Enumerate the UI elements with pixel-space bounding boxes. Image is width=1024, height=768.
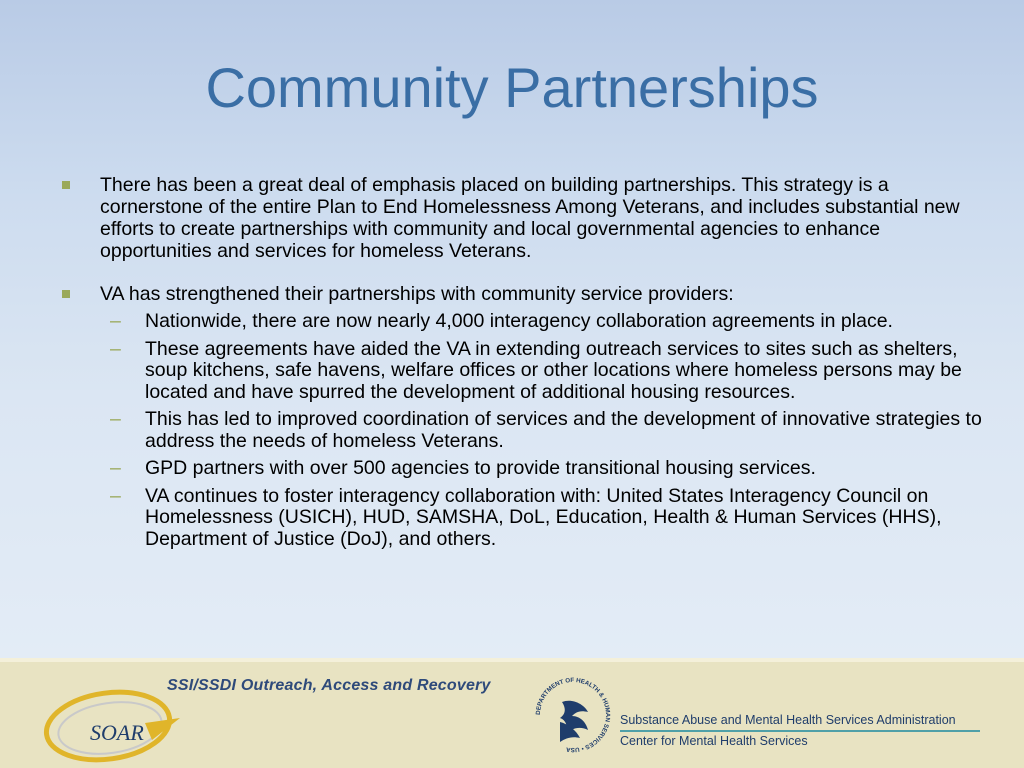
sub-bullet-item (62, 311, 992, 333)
hhs-seal-text: DEPARTMENT OF HEALTH & HUMAN SERVICES • USA (534, 676, 612, 754)
cmhs-name: Center for Mental Health Services (620, 734, 808, 748)
soar-logo-text: SOAR (90, 720, 144, 745)
en-dash-icon: – (110, 337, 121, 360)
en-dash-icon: – (110, 408, 121, 430)
slide-content (62, 174, 992, 550)
sub-bullet-text: This has led to improved coordination of services and the development of innovative strategies to address the needs of homeless Veterans. (145, 408, 982, 452)
sub-bullet-text: GPD partners with over 500 agencies to provide transitional housing services. (145, 457, 816, 479)
hhs-eagle-seal-icon (532, 672, 614, 758)
sub-bullet-item (62, 486, 992, 551)
square-bullet-icon (62, 181, 70, 189)
slide-title: Community Partnerships (205, 56, 819, 119)
en-dash-icon: – (110, 457, 121, 479)
en-dash-icon: – (110, 310, 121, 332)
bullet-item (62, 283, 992, 305)
bullet-text: There has been a great deal of emphasis placed on building partnerships. This strategy is a cornerstone of the entire Plan to End Homelessness Among Veterans, and includes substantial new efforts to create partnerships with community and local governmental agencies to enhance opportunities and services for homeless Veterans. (100, 174, 960, 262)
square-bullet-icon (62, 290, 70, 298)
footer-banner (0, 658, 1024, 768)
bullet-text: VA has strengthened their partnerships with community service providers: (100, 283, 734, 305)
sub-bullet-list (62, 311, 992, 550)
samhsa-divider (620, 730, 980, 732)
sub-bullet-item (62, 458, 992, 480)
samhsa-name: Substance Abuse and Mental Health Services Administration (620, 713, 956, 727)
soar-tagline: SSI/SSDI Outreach, Access and Recovery (167, 677, 491, 694)
sub-bullet-text: VA continues to foster interagency collaboration with: United States Interagency Council on Homelessness (USICH), HUD, SAMSHA, DoL, Education, Health & Human Services (HHS), Department of Justice (DoJ), and others. (145, 484, 942, 550)
sub-bullet-item (62, 409, 992, 452)
sub-bullet-text: Nationwide, there are now nearly 4,000 interagency collaboration agreements in place. (145, 310, 893, 332)
sub-bullet-text: These agreements have aided the VA in extending outreach services to sites such as shelters, soup kitchens, safe havens, welfare offices or other locations where homeless persons may be located and have spurred the development of additional housing resources. (145, 337, 962, 403)
sub-bullet-item (62, 339, 992, 404)
bullet-item (62, 174, 992, 262)
footer-divider (0, 658, 1024, 662)
en-dash-icon: – (110, 484, 121, 507)
